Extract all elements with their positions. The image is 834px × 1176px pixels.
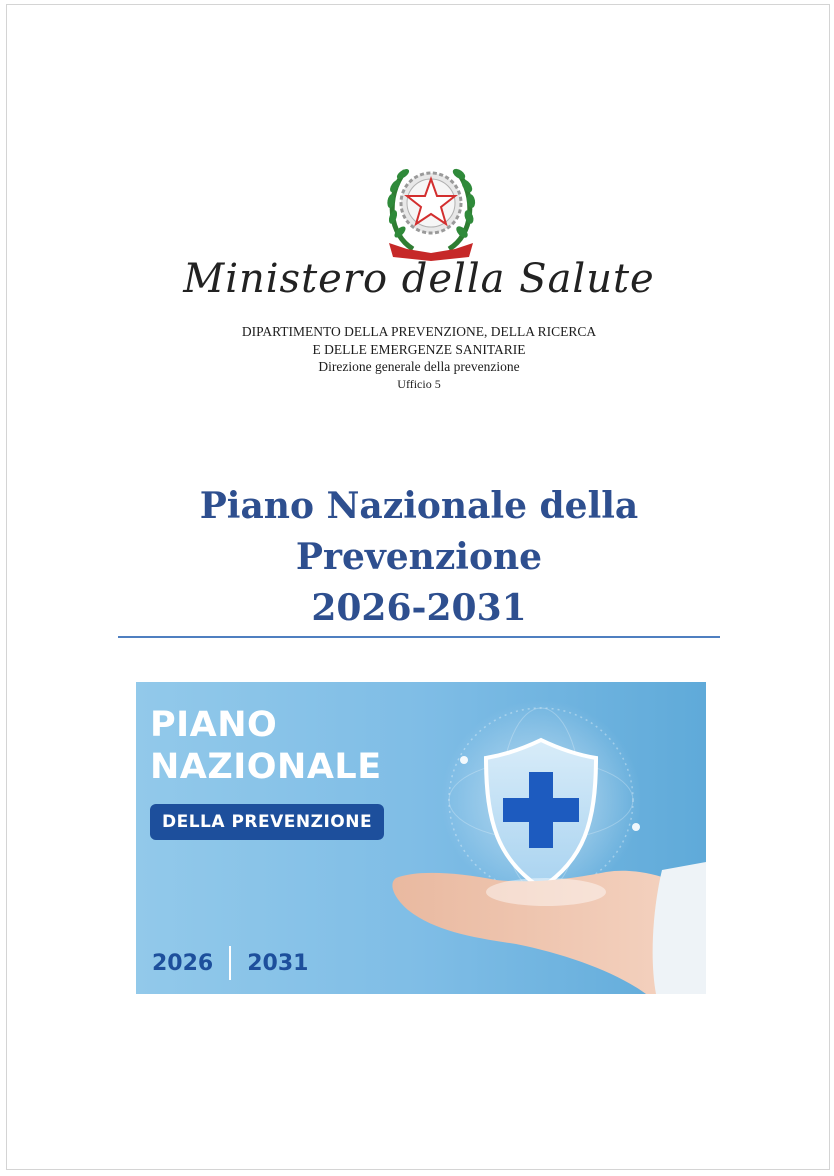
italian-republic-emblem-icon xyxy=(383,157,479,263)
title-divider xyxy=(118,636,720,638)
banner-pill: DELLA PREVENZIONE xyxy=(150,804,384,840)
year-separator xyxy=(229,946,231,980)
banner-heading xyxy=(150,704,382,788)
banner-year-start: 2026 xyxy=(152,950,214,976)
title-line-1: Piano Nazionale della xyxy=(199,485,639,527)
directorate: Direzione generale della prevenzione xyxy=(318,359,520,374)
banner-year-end: 2031 xyxy=(247,950,309,976)
department-block xyxy=(7,323,831,393)
ministry-name: Ministero della Salute xyxy=(183,256,655,302)
title-line-3: 2026-2031 xyxy=(311,587,527,629)
title-line-2: Prevenzione xyxy=(295,536,543,578)
hand-holding-shield-cross-icon xyxy=(386,682,706,994)
banner-heading-line-1: PIANO xyxy=(150,705,278,745)
cover-banner xyxy=(136,682,706,994)
banner-years xyxy=(152,946,308,980)
office: Ufficio 5 xyxy=(397,376,441,391)
department-line-1: DIPARTIMENTO DELLA PREVENZIONE, DELLA RICERCA xyxy=(241,324,597,339)
banner-heading-line-2: NAZIONALE xyxy=(150,747,382,787)
department-line-2: E DELLE EMERGENZE SANITARIE xyxy=(312,341,526,357)
document-title xyxy=(7,481,831,634)
document-page xyxy=(6,4,830,1170)
